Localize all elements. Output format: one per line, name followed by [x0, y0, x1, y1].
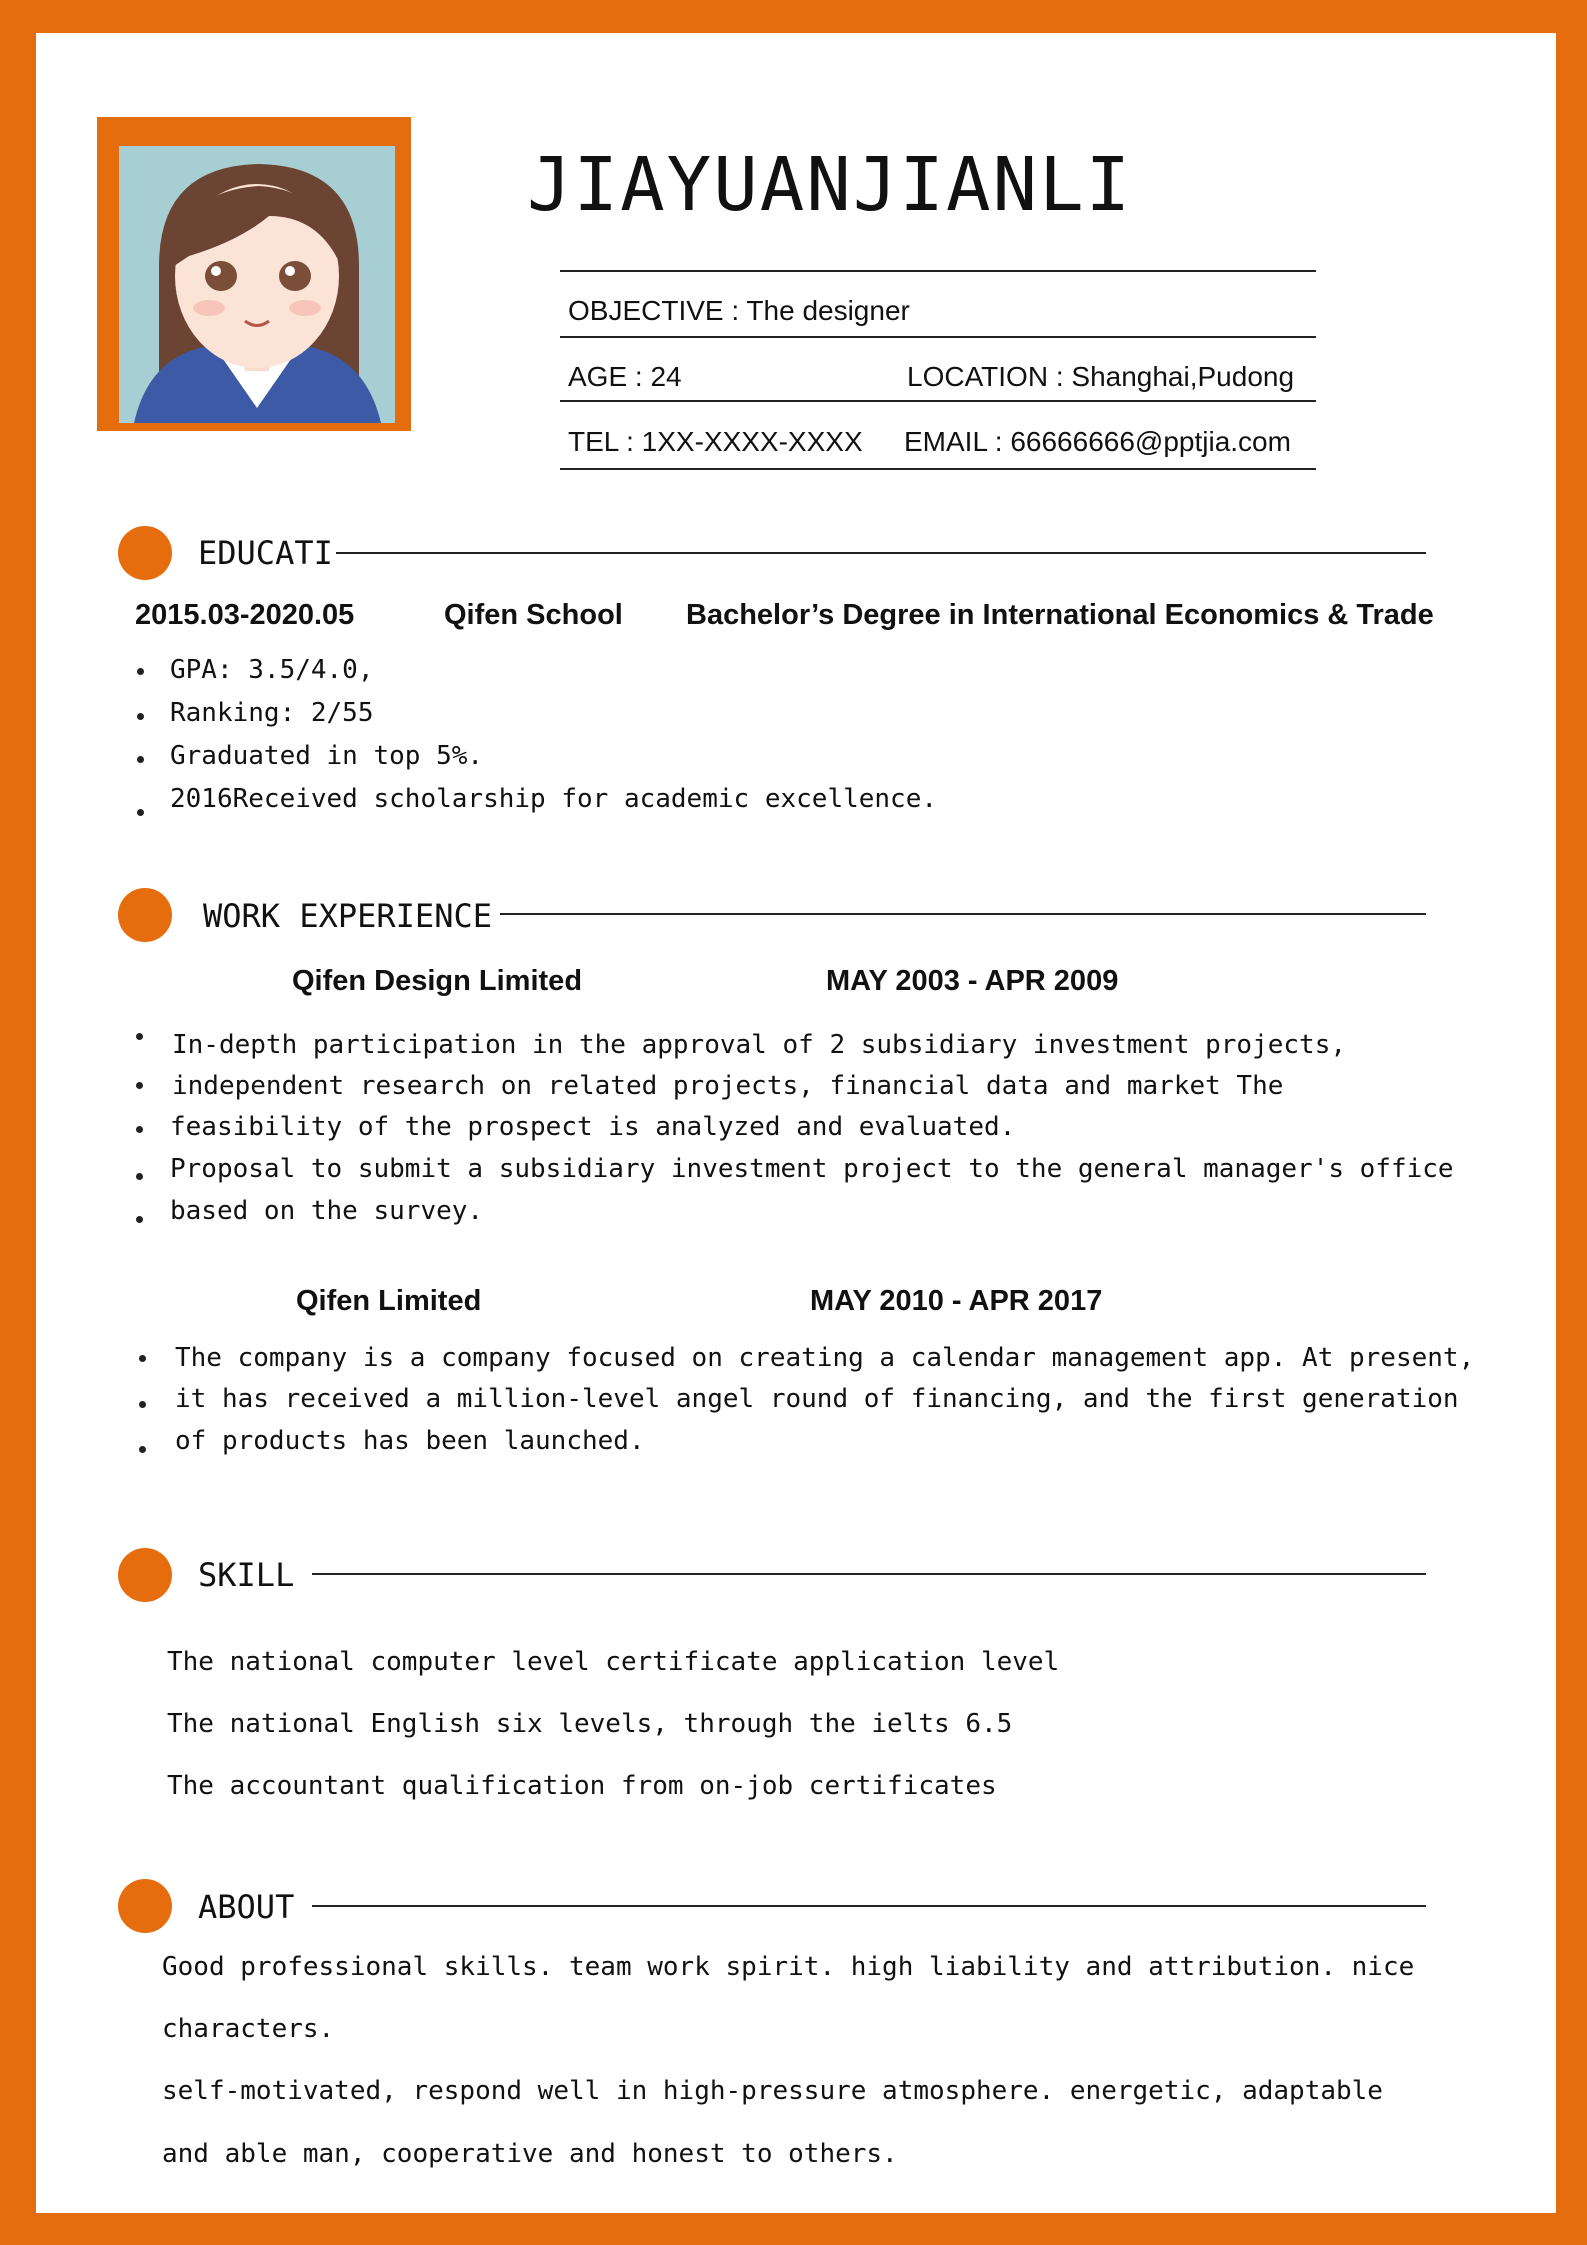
list-item: Graduated in top 5%. [170, 741, 484, 771]
email: EMAIL : 66666666@pptjia.com [904, 426, 1291, 457]
education-period: 2015.03-2020.05 [135, 599, 355, 631]
profile-photo-frame [97, 117, 411, 431]
bullet [139, 1446, 146, 1453]
divider [560, 468, 1316, 470]
job-company: Qifen Limited [296, 1285, 482, 1317]
bullet [136, 1173, 143, 1180]
job-description-line: of products has been launched. [175, 1426, 645, 1456]
section-divider [312, 1573, 1426, 1575]
orange-circle-icon [118, 526, 172, 580]
divider [560, 336, 1316, 338]
list-item: Ranking: 2/55 [170, 698, 374, 728]
bullet [139, 1355, 146, 1362]
section-divider [336, 552, 1426, 554]
education-title: EDUCATI [198, 534, 333, 572]
list-item: GPA: 3.5/4.0, [170, 655, 374, 685]
candidate-name: JIAYUANJIANLI [527, 142, 1133, 228]
section-divider [500, 913, 1426, 915]
skill-item: The accountant qualification from on-job certificates [167, 1771, 997, 1801]
orange-circle-icon [118, 1548, 172, 1602]
about-title: ABOUT [198, 1888, 295, 1926]
job-company: Qifen Design Limited [292, 965, 583, 997]
job-description-line: independent research on related projects, financial data and market The [172, 1071, 1284, 1101]
skill-title: SKILL [198, 1556, 295, 1594]
section-divider [312, 1905, 1426, 1907]
bullet [136, 1126, 143, 1133]
job-period: MAY 2003 - APR 2009 [826, 965, 1119, 997]
about-line: self-motivated, respond well in high-pressure atmosphere. energetic, adaptable [162, 2076, 1383, 2106]
location: LOCATION : Shanghai,Pudong [907, 361, 1295, 392]
orange-circle-icon [118, 888, 172, 942]
job-description-line: based on the survey. [170, 1196, 484, 1226]
bullet [136, 1082, 143, 1089]
divider [560, 400, 1316, 402]
telephone: TEL : 1XX-XXXX-XXXX [568, 426, 863, 457]
job-period: MAY 2010 - APR 2017 [810, 1285, 1103, 1317]
bullet [136, 1033, 143, 1040]
job-description-line: feasibility of the prospect is analyzed and evaluated. [170, 1112, 1016, 1142]
education-degree: Bachelor’s Degree in International Economics & Trade [686, 599, 1434, 631]
skill-item: The national English six levels, through the ielts 6.5 [167, 1709, 1013, 1739]
list-item: 2016Received scholarship for academic excellence. [170, 784, 938, 814]
orange-circle-icon [118, 1879, 172, 1933]
education-school: Qifen School [444, 599, 623, 631]
job-description-line: it has received a million-level angel round of financing, and the first generation [175, 1384, 1459, 1414]
about-line: characters. [162, 2014, 335, 2044]
bullet [137, 713, 144, 720]
job-description-line: Proposal to submit a subsidiary investment project to the general manager's office [170, 1154, 1454, 1184]
bullet [139, 1401, 146, 1408]
job-description-line: In-depth participation in the approval of 2 subsidiary investment projects, [172, 1030, 1346, 1060]
divider [560, 270, 1316, 272]
bullet [136, 1216, 143, 1223]
skill-item: The national computer level certificate application level [167, 1647, 1060, 1677]
job-description-line: The company is a company focused on creating a calendar management app. At present, [175, 1343, 1475, 1373]
bullet [137, 809, 144, 816]
work-title: WORK EXPERIENCE [203, 897, 492, 935]
bullet [137, 756, 144, 763]
objective: OBJECTIVE : The designer [568, 295, 910, 326]
bullet [137, 668, 144, 675]
age: AGE : 24 [568, 361, 682, 392]
about-line: and able man, cooperative and honest to others. [162, 2139, 898, 2169]
avatar-illustration [119, 146, 395, 423]
avatar [119, 146, 395, 423]
about-line: Good professional skills. team work spirit. high liability and attribution. nice [162, 1952, 1415, 1982]
